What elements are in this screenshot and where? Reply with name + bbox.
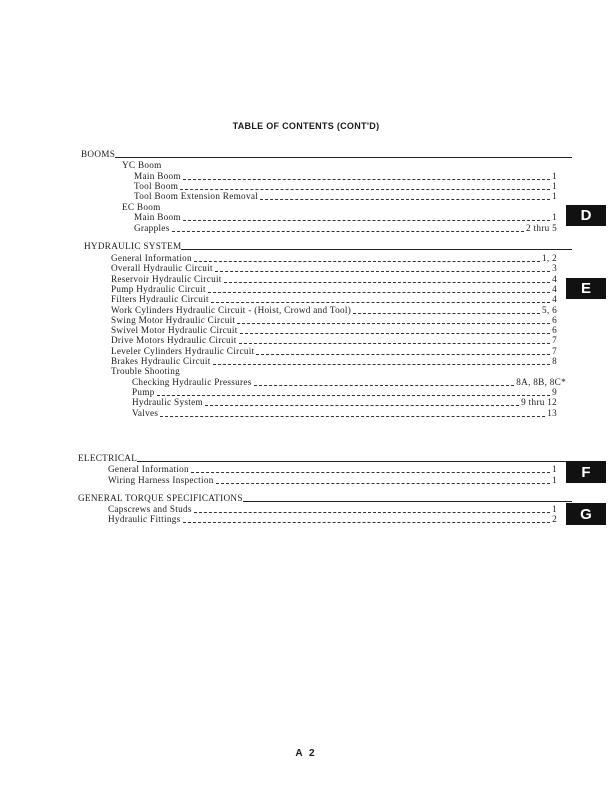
section-tab-g[interactable]: G	[566, 503, 606, 525]
heading-rule	[243, 501, 572, 502]
toc-entry[interactable]: Capscrews and Studs 1	[108, 504, 557, 514]
toc-entry[interactable]: Main Boom 1	[134, 212, 557, 222]
dot-leader	[216, 483, 550, 484]
dot-leader	[160, 416, 545, 417]
dot-leader	[194, 512, 550, 513]
dot-leader	[208, 292, 550, 293]
heading-rule	[181, 249, 572, 250]
toc-entry[interactable]: Swing Motor Hydraulic Circuit 6	[111, 315, 557, 325]
dot-leader	[194, 261, 540, 262]
dot-leader	[211, 302, 550, 303]
toc-entry[interactable]: Tool Boom Extension Removal 1	[134, 191, 557, 201]
section-tab-f[interactable]: F	[566, 461, 606, 483]
page-number: A 2	[295, 748, 317, 759]
dot-leader	[191, 472, 550, 473]
dot-leader	[183, 179, 550, 180]
heading-rule	[115, 157, 572, 158]
subheading-yc-boom: YC Boom	[122, 160, 162, 170]
section-heading-hydraulic: HYDRAULIC SYSTEM	[84, 241, 572, 252]
toc-entry[interactable]: Pump Hydraulic Circuit 4	[111, 284, 557, 294]
dot-leader	[240, 333, 550, 334]
dot-leader	[183, 522, 551, 523]
toc-entry[interactable]: Reservoir Hydraulic Circuit 4	[111, 274, 557, 284]
subheading-trouble-shooting: Trouble Shooting	[111, 366, 181, 376]
toc-entry[interactable]: Work Cylinders Hydraulic Circuit - (Hoist, Crowd and Tool) 5, 6	[111, 305, 557, 315]
dot-leader	[180, 189, 550, 190]
subheading-ec-boom: EC Boom	[122, 202, 161, 212]
dot-leader	[215, 271, 550, 272]
section-tab-d[interactable]: D	[566, 205, 606, 226]
toc-entry[interactable]: Pump 9	[132, 387, 557, 397]
dot-leader	[239, 343, 550, 344]
toc-entry[interactable]: Wiring Harness Inspection 1	[108, 475, 557, 485]
toc-entry[interactable]: Brakes Hydraulic Circuit 8	[111, 356, 557, 366]
dot-leader	[205, 405, 519, 406]
dot-leader	[256, 354, 550, 355]
dot-leader	[260, 199, 550, 200]
toc-entry[interactable]: General Information 1, 2	[111, 253, 557, 263]
toc-entry[interactable]: Hydraulic System 9 thru 12	[132, 397, 557, 407]
dot-leader	[183, 220, 550, 221]
heading-rule	[137, 461, 572, 462]
section-heading-torque: GENERAL TORQUE SPECIFICATIONS	[78, 493, 572, 504]
page-title: TABLE OF CONTENTS (CONT'D)	[232, 121, 380, 131]
section-heading-electrical: ELECTRICAL	[78, 453, 572, 464]
toc-entry[interactable]: Checking Hydraulic Pressures 8A, 8B, 8C*	[132, 377, 566, 387]
toc-entry[interactable]: Grapples 2 thru 5	[134, 223, 557, 233]
toc-entry[interactable]: Main Boom 1	[134, 171, 557, 181]
toc-entry[interactable]: Hydraulic Fittings 2	[108, 514, 557, 524]
dot-leader	[353, 313, 540, 314]
dot-leader	[254, 385, 515, 386]
section-tab-e[interactable]: E	[566, 278, 606, 299]
toc-entry[interactable]: Tool Boom 1	[134, 181, 557, 191]
toc-entry[interactable]: Filters Hydraulic Circuit 4	[111, 294, 557, 304]
toc-entry[interactable]: Swivel Motor Hydraulic Circuit 6	[111, 325, 557, 335]
dot-leader	[213, 364, 551, 365]
dot-leader	[172, 231, 524, 232]
dot-leader	[237, 323, 550, 324]
toc-entry[interactable]: Overall Hydraulic Circuit 3	[111, 263, 557, 273]
toc-entry[interactable]: General Information 1	[108, 464, 557, 474]
dot-leader	[224, 282, 550, 283]
section-heading-booms: BOOMS	[81, 149, 572, 160]
toc-entry[interactable]: Leveler Cylinders Hydraulic Circuit 7	[111, 346, 557, 356]
toc-entry[interactable]: Drive Motors Hydraulic Circuit 7	[111, 335, 557, 345]
toc-entry[interactable]: Valves 13	[132, 408, 557, 418]
dot-leader	[157, 395, 550, 396]
